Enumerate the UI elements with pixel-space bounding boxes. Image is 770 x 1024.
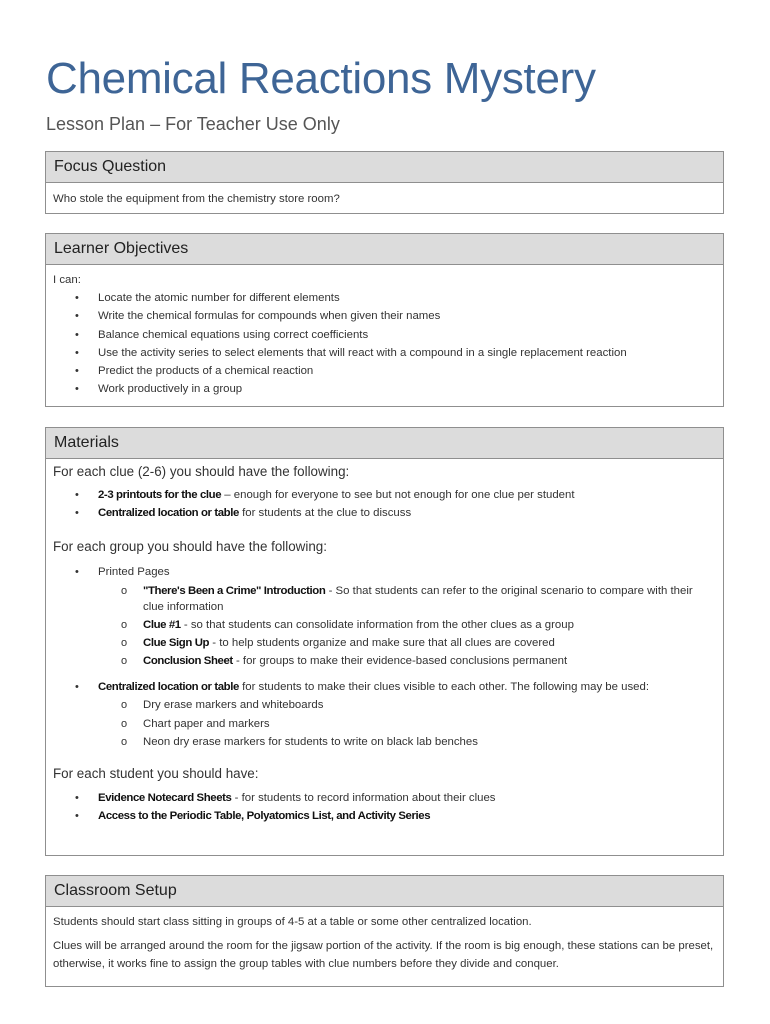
- objective-text: Work productively in a group: [98, 383, 243, 396]
- list-item: [53, 715, 716, 733]
- classroom-setup-section: [45, 875, 724, 987]
- bullet-icon: •: [75, 810, 79, 823]
- list-item: [53, 634, 716, 652]
- bullet-icon: •: [75, 292, 79, 305]
- list-item: [53, 678, 716, 696]
- item-bold: "There's Been a Crime" Introduction: [143, 584, 326, 597]
- objectives-intro: I can:: [53, 274, 81, 286]
- page-subtitle: Lesson Plan – For Teacher Use Only: [46, 114, 340, 134]
- bullet-icon: •: [75, 507, 79, 520]
- item-text: - to help students organize and make sure that all clues are covered: [209, 636, 555, 649]
- clue-lead: For each clue (2-6) you should have the following:: [53, 464, 350, 479]
- list-item: [53, 289, 716, 307]
- list-item: [53, 362, 716, 380]
- materials-section: [45, 427, 724, 856]
- bullet-icon: •: [75, 310, 79, 323]
- objective-text: Predict the products of a chemical reaction: [98, 365, 314, 378]
- setup-paragraph: Students should start class sitting in groups of 4-5 at a table or some other centralized location.: [53, 916, 532, 928]
- section-heading: Learner Objectives: [46, 234, 723, 265]
- sub-bullet-icon: o: [121, 584, 128, 597]
- sub-bullet-icon: o: [121, 717, 128, 730]
- item-text: - So that students can refer to the original scenario to compare with their clue information: [143, 584, 693, 614]
- setup-paragraph: Clues will be arranged around the room for the jigsaw portion of the activity. If the room is big enough, these stations can be preset, otherwise, it works fine to assign the group tables with clue numbers before they divide and conquer.: [53, 940, 714, 971]
- item-bold: Clue #1: [143, 618, 181, 631]
- item-bold: Centralized location or table: [98, 681, 239, 694]
- focus-question-section: [45, 151, 724, 214]
- list-item: [53, 696, 716, 714]
- bullet-icon: •: [75, 792, 79, 805]
- list-item: [53, 733, 716, 751]
- item-text: Printed Pages: [98, 566, 170, 579]
- list-item: [53, 807, 716, 825]
- item-text: for students at the clue to discuss: [238, 507, 412, 520]
- objective-text: Write the chemical formulas for compounds when given their names: [98, 310, 441, 323]
- item-text: Neon dry erase markers for students to write on black lab benches: [143, 735, 478, 748]
- section-heading: Materials: [46, 428, 723, 459]
- bullet-icon: •: [75, 365, 79, 378]
- page-title: Chemical Reactions Mystery: [46, 54, 596, 103]
- objective-text: Use the activity series to select elements that will react with a compound in a single replacement reaction: [98, 346, 627, 359]
- item-text: - for students to record information about their clues: [231, 792, 496, 805]
- list-item: [53, 326, 716, 344]
- item-text: - for groups to make their evidence-based conclusions permanent: [232, 655, 568, 668]
- group-lead: For each group you should have the following:: [53, 539, 327, 555]
- item-bold: Evidence Notecard Sheets: [98, 792, 232, 805]
- list-item: [53, 616, 716, 634]
- item-text: Chart paper and markers: [143, 717, 270, 730]
- sub-bullet-icon: o: [121, 735, 128, 748]
- section-heading: Focus Question: [46, 152, 723, 183]
- list-item: [53, 563, 716, 581]
- bullet-icon: •: [75, 346, 79, 359]
- item-bold: Centralized location or table: [98, 507, 239, 520]
- sub-bullet-icon: o: [121, 618, 128, 631]
- objective-text: Locate the atomic number for different elements: [98, 292, 340, 305]
- section-heading: Classroom Setup: [46, 876, 723, 907]
- learner-objectives-section: [45, 233, 724, 407]
- list-item: [53, 652, 716, 670]
- bullet-icon: •: [75, 328, 79, 341]
- sub-bullet-icon: o: [121, 655, 128, 668]
- item-bold: 2-3 printouts for the clue: [98, 489, 222, 501]
- sub-bullet-icon: o: [121, 699, 128, 712]
- list-item: [53, 307, 716, 325]
- list-item: [53, 504, 716, 522]
- bullet-icon: •: [75, 383, 79, 396]
- list-item: [53, 344, 716, 362]
- list-item: [53, 789, 716, 807]
- bullet-icon: •: [75, 681, 79, 694]
- bullet-icon: •: [75, 489, 79, 501]
- item-text: Dry erase markers and whiteboards: [143, 699, 324, 712]
- student-lead: For each student you should have:: [53, 766, 259, 782]
- item-bold: Clue Sign Up: [143, 636, 210, 649]
- list-item: [53, 380, 716, 398]
- item-bold: Access to the Periodic Table, Polyatomics List, and Activity Series: [98, 810, 431, 823]
- sub-bullet-icon: o: [121, 636, 128, 649]
- objective-text: Balance chemical equations using correct coefficients: [98, 328, 369, 341]
- list-item: [53, 486, 716, 504]
- item-bold: Conclusion Sheet: [143, 655, 233, 668]
- item-text: – enough for everyone to see but not enough for one clue per student: [221, 489, 575, 501]
- list-item: [53, 582, 716, 616]
- focus-question-text: Who stole the equipment from the chemistry store room?: [53, 193, 340, 205]
- bullet-icon: •: [75, 566, 79, 579]
- item-text: - so that students can consolidate information from the other clues as a group: [180, 618, 574, 631]
- item-text: for students to make their clues visible to each other. The following may be used:: [238, 681, 650, 694]
